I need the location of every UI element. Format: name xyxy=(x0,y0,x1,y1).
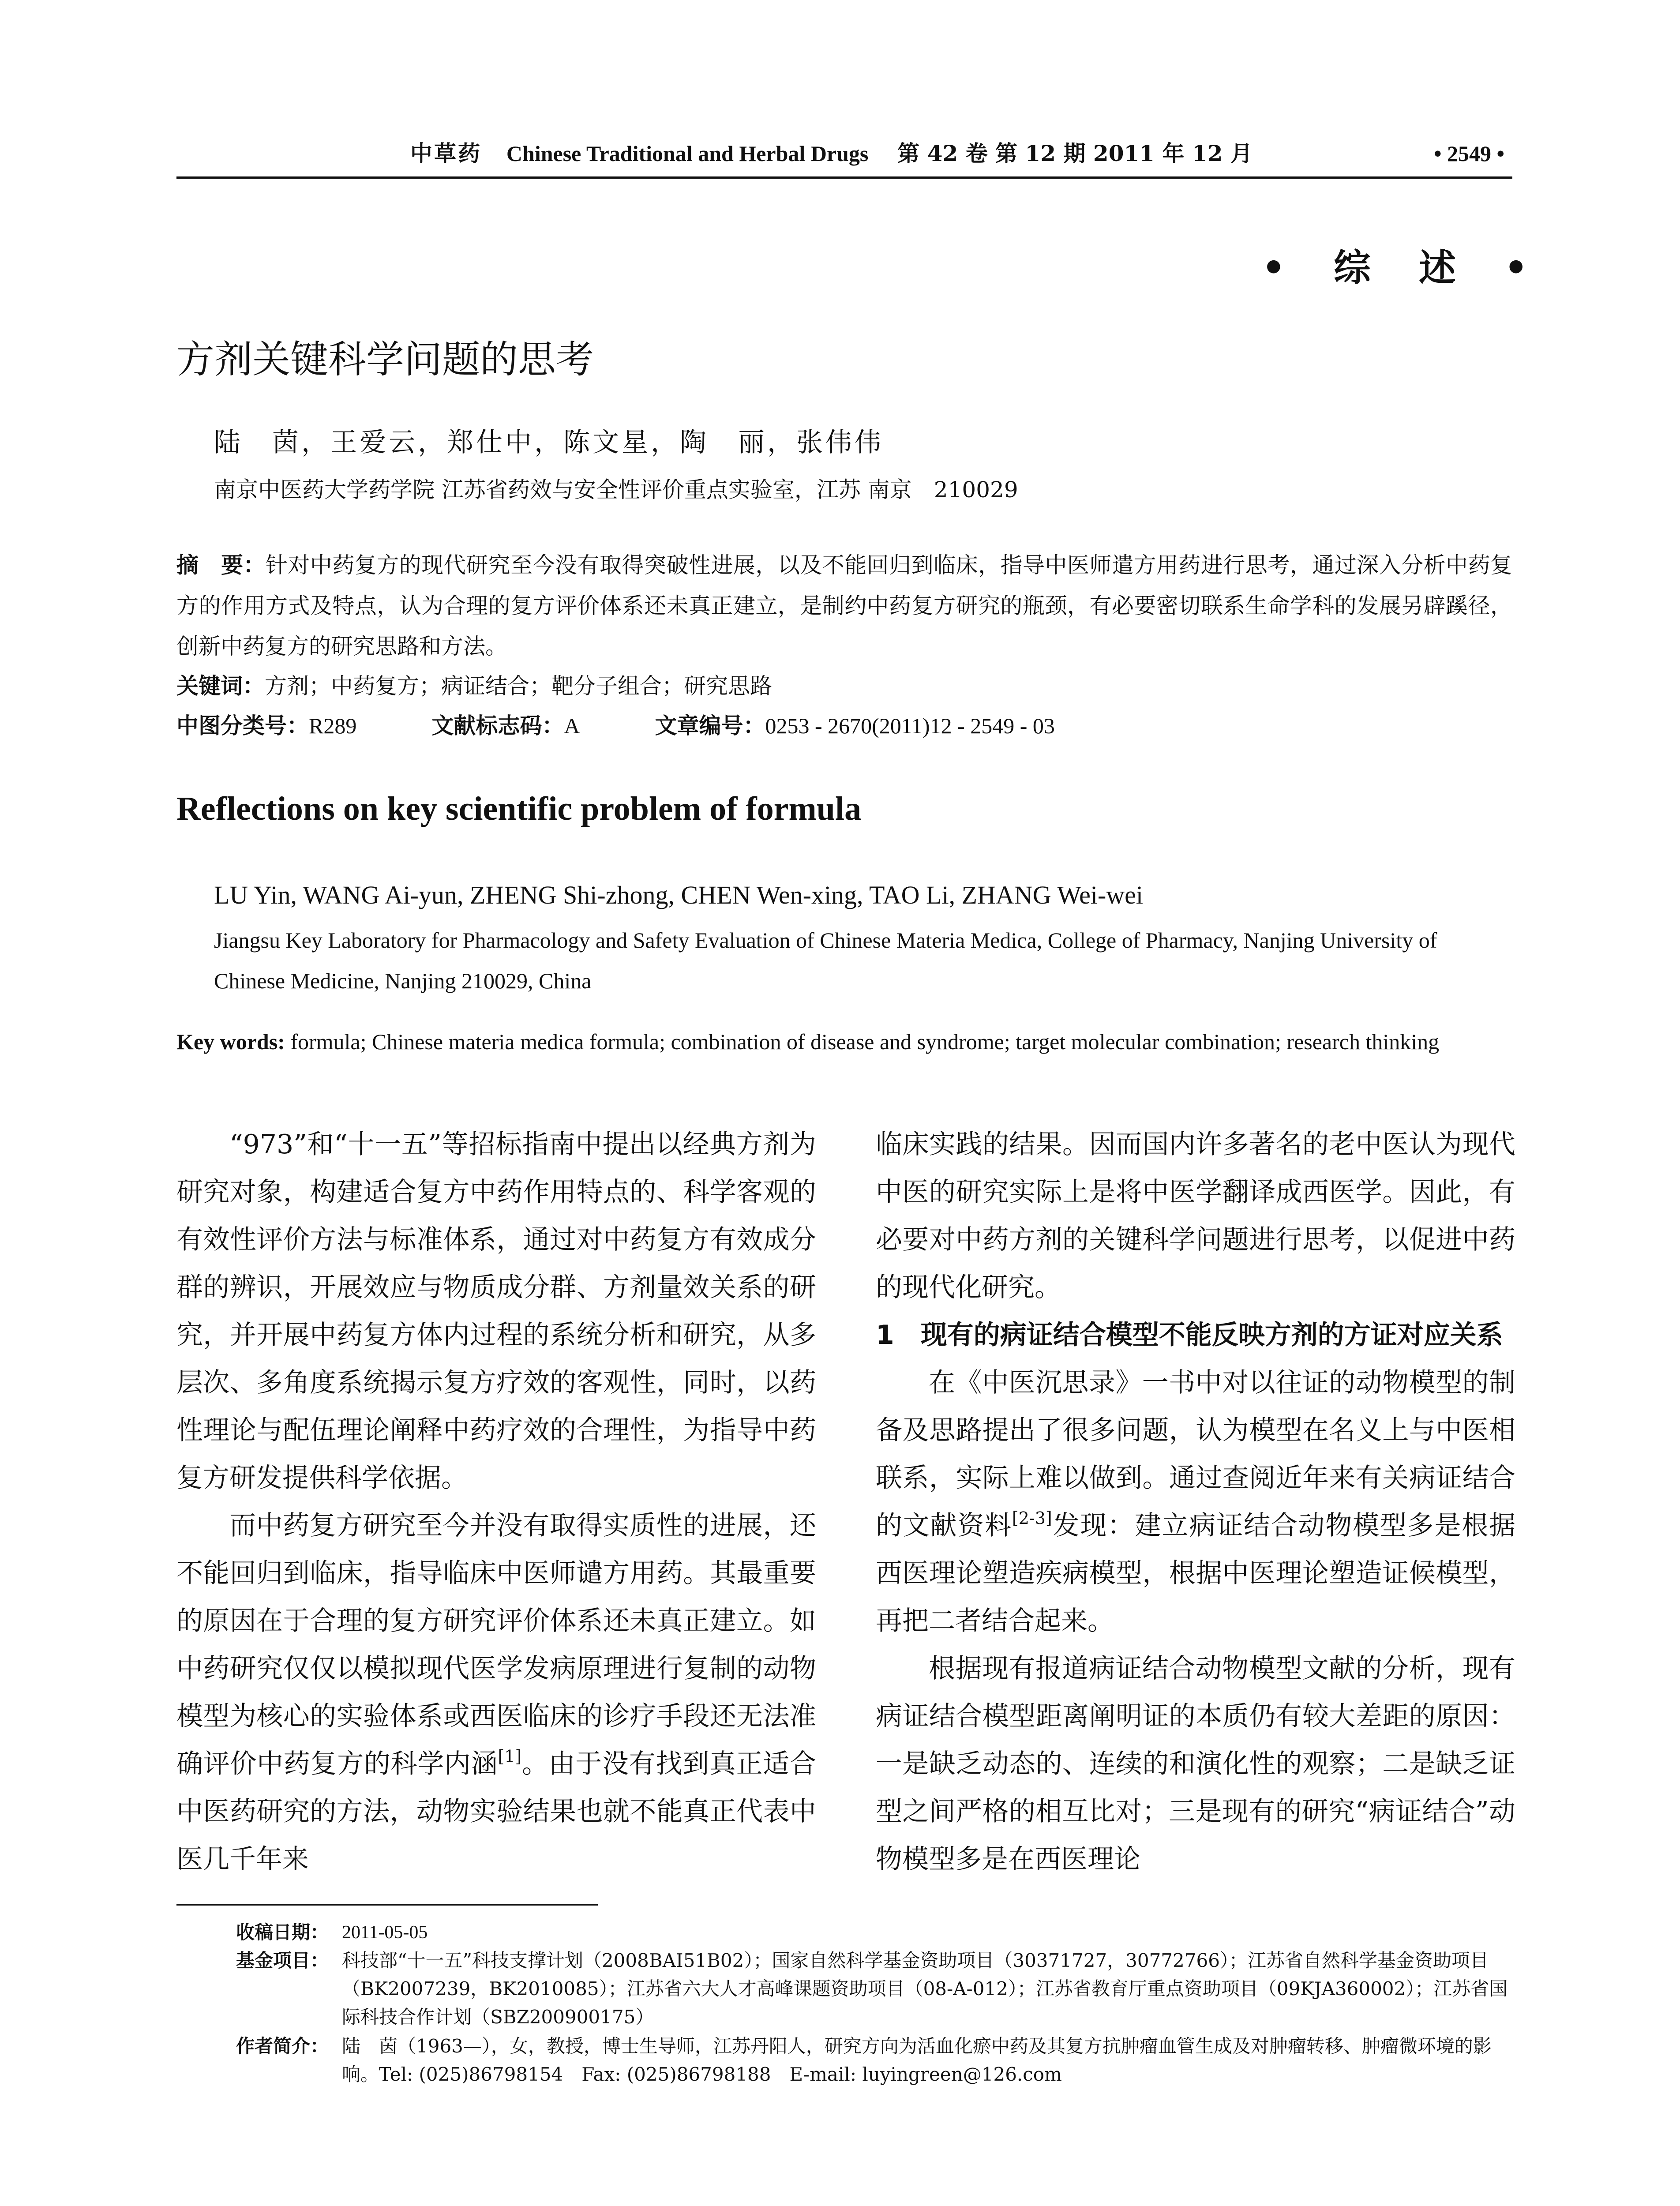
footnote-rule xyxy=(176,1904,598,1906)
journal-name-en: Chinese Traditional and Herbal Drugs xyxy=(506,141,869,166)
received-date: 2011-05-05 xyxy=(342,1922,428,1943)
running-header xyxy=(410,140,1252,167)
article-title-cn: 方剂关键科学问题的思考 xyxy=(176,338,594,382)
body-paragraph: 而中药复方研究至今并没有取得实质性的进展，还不能回归到临床，指导临床中医师谴方用药。其最重要的原因在于合理的复方研究评价体系还未真正建立。如中药研究仅仅以模拟现代医学发病原理进行复制的动物模型为核心的实验体系或西医临床的诊疗手段还无法准确评价中药复方的科学内涵[1]。由于没有找到真正适合中医药研究的方法，动物实验结果也就不能真正代表中医几千年来 xyxy=(176,1510,816,1875)
clc-value: R289 xyxy=(309,713,357,738)
keywords-en xyxy=(176,1021,1512,1062)
body-paragraph: 在《中医沉思录》一书中对以往证的动物模型的制备及思路提出了很多问题，认为模型在名义上与中医相联系，实际上难以做到。通过查阅近年来有关病证结合的文献资料[2-3]发现：建立病证结合动物模型多是根据西医理论塑造疾病模型，根据中医理论塑造证候模型，再把二者结合起来。 xyxy=(876,1367,1516,1636)
affiliation-en: Jiangsu Key Laboratory for Pharmacology and Safety Evaluation of Chinese Materia Medica, College of Pharmacy, Nanjing University of Chinese Medicine, Nanjing 210029, China xyxy=(214,928,1437,993)
abstract-text: 针对中药复方的现代研究至今没有取得突破性进展，以及不能回归到临床，指导中医师遣方用药进行思考，通过深入分析中药复方的作用方式及特点，认为合理的复方评价体系还未真正建立，是制约中药复方研究的瓶颈，有必要密切联系生命学科的发展另辟蹊径，创新中药复方的研究思路和方法。 xyxy=(176,552,1513,659)
keywords-en-text: formula; Chinese materia medica formula; combination of disease and syndrome; target molecular combination; research thinking xyxy=(285,1029,1440,1054)
author-bio-label: 作者简介： xyxy=(236,2035,329,2057)
citation-ref: [2-3] xyxy=(1012,1508,1052,1528)
article-number-value: 0253 - 2670(2011)12 - 2549 - 03 xyxy=(765,713,1055,738)
section-tag: • 综 述 • xyxy=(1262,246,1546,289)
citation-ref: [1] xyxy=(498,1747,522,1766)
page-number: • 2549 • xyxy=(1434,141,1505,166)
abstract-cn xyxy=(176,545,1512,667)
body-paragraph: “973”和“十一五”等招标指南中提出以经典方剂为研究对象，构建适合复方中药作用特点的、科学客观的有效性评价方法与标准体系，通过对中药复方有效成分群的辨识，开展效应与物质成分群、方剂量效关系的研究，并开展中药复方体内过程的系统分析和研究，从多层次、多角度系统揭示复方疗效的客观性，同时，以药性理论与配伍理论阐释中药疗效的合理性，为指导中药复方研发提供科学依据。 xyxy=(176,1129,816,1493)
article-title-en: Reflections on key scientific problem of formula xyxy=(176,790,862,827)
received-label: 收稿日期： xyxy=(236,1921,329,1943)
authors-en: LU Yin, WANG Ai-yun, ZHENG Shi-zhong, CHEN Wen-xing, TAO Li, ZHANG Wei-wei xyxy=(214,881,1144,909)
section-heading: 1 现有的病证结合模型不能反映方剂的方证对应关系 xyxy=(876,1320,1503,1351)
classification-row xyxy=(176,708,1055,740)
author-bio-text: 陆 茵（1963—），女，教授，博士生导师，江苏丹阳人，研究方向为活血化瘀中药及其复方抗肿瘤血管生成及对肿瘤转移、肿瘤微环境的影响。Tel: (025)86798154 Fax: (025)86798188 E-mail: luyingreen@126.com xyxy=(342,2035,1492,2085)
keywords-cn xyxy=(176,668,772,700)
fund-text: 科技部“十一五”科技支撑计划（2008BAI51B02）；国家自然科学基金资助项目（30371727，30772766）；江苏省自然科学基金资助项目（BK2007239，BK2010085）；江苏省六大人才高峰课题资助项目（08-A-012）；江苏省教育厅重点资助项目（09KJA360002）；江苏省国际科技合作计划（SBZ200900175） xyxy=(342,1950,1508,2028)
doc-code-label: 文献标志码： xyxy=(431,713,564,739)
keywords-text: 方剂；中药复方；病证结合；靶分子组合；研究思路 xyxy=(265,673,772,699)
affiliation-cn: 南京中医药大学药学院 江苏省药效与安全性评价重点实验室，江苏 南京 210029 xyxy=(214,477,1018,503)
body-column-left xyxy=(176,1121,816,1883)
article-number-label: 文章编号： xyxy=(655,713,765,739)
header-rule xyxy=(176,176,1512,179)
fund-label: 基金项目： xyxy=(236,1950,329,1971)
abstract-label: 摘 要： xyxy=(176,552,266,578)
authors-cn: 陆 茵，王爱云，郑仕中，陈文星，陶 丽，张伟伟 xyxy=(214,427,884,458)
body-paragraph: 临床实践的结果。因而国内许多著名的老中医认为现代中医的研究实际上是将中医学翻译成西医学。因此，有必要对中药方剂的关键科学问题进行思考，以促进中药的现代化研究。 xyxy=(876,1129,1515,1303)
issue-info: 第 42 卷 第 12 期 2011 年 12 月 xyxy=(897,140,1252,166)
body-column-right xyxy=(876,1121,1515,1883)
body-paragraph: 根据现有报道病证结合动物模型文献的分析，现有病证结合模型距离阐明证的本质仍有较大差距的原因：一是缺乏动态的、连续的和演化性的观察；二是缺乏证型之间严格的相互比对；三是现有的研究“病证结合”动物模型多是在西医理论 xyxy=(876,1653,1515,1875)
clc-label: 中图分类号： xyxy=(176,713,309,739)
keywords-label: 关键词： xyxy=(176,673,265,699)
keywords-en-label: Key words: xyxy=(176,1029,285,1054)
journal-name-cn: 中草药 xyxy=(410,140,482,166)
doc-code-value: A xyxy=(564,713,580,738)
